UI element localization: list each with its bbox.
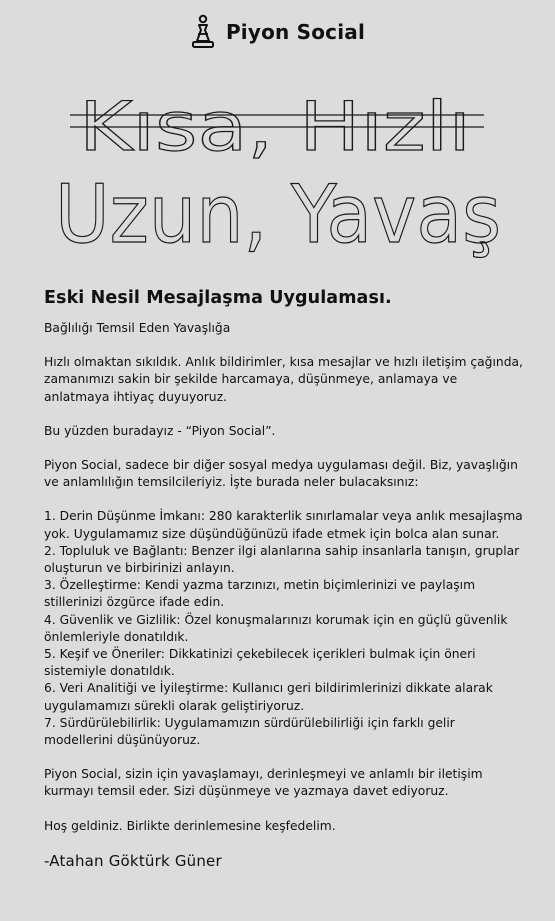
list-item: 6. Veri Analitiği ve İyileştirme: Kullanıcı geri bildirimlerinizi dikkate alarak uygulamamızı sürekli olarak geliştiriyoruz. [44,681,493,713]
list-item: 2. Topluluk ve Bağlantı: Benzer ilgi alanlarına sahip insanlarla tanışın, gruplar oluşturun ve birbirinizi anlayın. [44,543,520,576]
pawn-icon [190,14,216,50]
hero-banner [0,72,555,272]
list-item: 1. Derin Düşünme İmkanı: 280 karakterlik sınırlamalar veya anlık mesajlaşma yok. Uygulamamız size düşündüğünüzü ifade etmek için bolca alan sunar. [44,509,523,541]
list-item: 5. Keşif ve Öneriler: Dikkatinizi çekebilecek içerikleri bulmak için öneri sistemiyle donatıldık. [44,647,476,679]
article-title: Eski Nesil Mesajlaşma Uygulaması. [44,288,392,308]
article-paragraph: Hoş geldiniz. Birlikte derinlemesine keşfedelim. [44,818,336,833]
feature-list [44,508,524,749]
article-paragraph: Piyon Social, sadece bir diğer sosyal medya uygulaması değil. Biz, yavaşlığın ve anlamlılığın temsilcileriyiz. İşte burada neler bulacaksınız: [44,458,518,490]
article-paragraph: Bu yüzden buradayız - “Piyon Social”. [44,423,276,438]
list-item: 4. Güvenlik ve Gizlilik: Özel konuşmalarınızı korumak için en güçlü güvenlik önlemleriyle donatıldık. [44,612,508,644]
article-paragraph: Piyon Social, sizin için yavaşlamayı, derinleşmeyi ve anlamlı bir iletişim kurmayı temsil eder. Sizi düşünmeye ve yazmaya davet ediyoruz. [44,767,483,799]
article-paragraph: Hızlı olmaktan sıkıldık. Anlık bildirimler, kısa mesajlar ve hızlı iletişim çağında, zamanımızı sakin bir şekilde harcamaya, düşünmeye, anlamaya ve anlatmaya ihtiyaç duyuyoruz. [44,355,523,404]
hero-main-text: Uzun, Yavaş [55,168,501,261]
signature: -Atahan Göktürk Güner [44,851,222,870]
list-item: 3. Özelleştirme: Kendi yazma tarzınızı, metin biçimlerinizi ve paylaşım stillerinizi özgürce ifade edin. [44,578,476,610]
article [44,288,524,870]
list-item: 7. Sürdürülebilirlik: Uygulamamızın sürdürülebilirliği için farklı gelir modellerini düşünüyoruz. [44,715,455,748]
hero-struck-text: Kısa, Hızlı [79,88,471,167]
brand-name: Piyon Social [225,20,366,44]
app-header [0,14,555,50]
article-subtitle: Bağlılığı Temsil Eden Yavaşlığa [44,321,231,335]
